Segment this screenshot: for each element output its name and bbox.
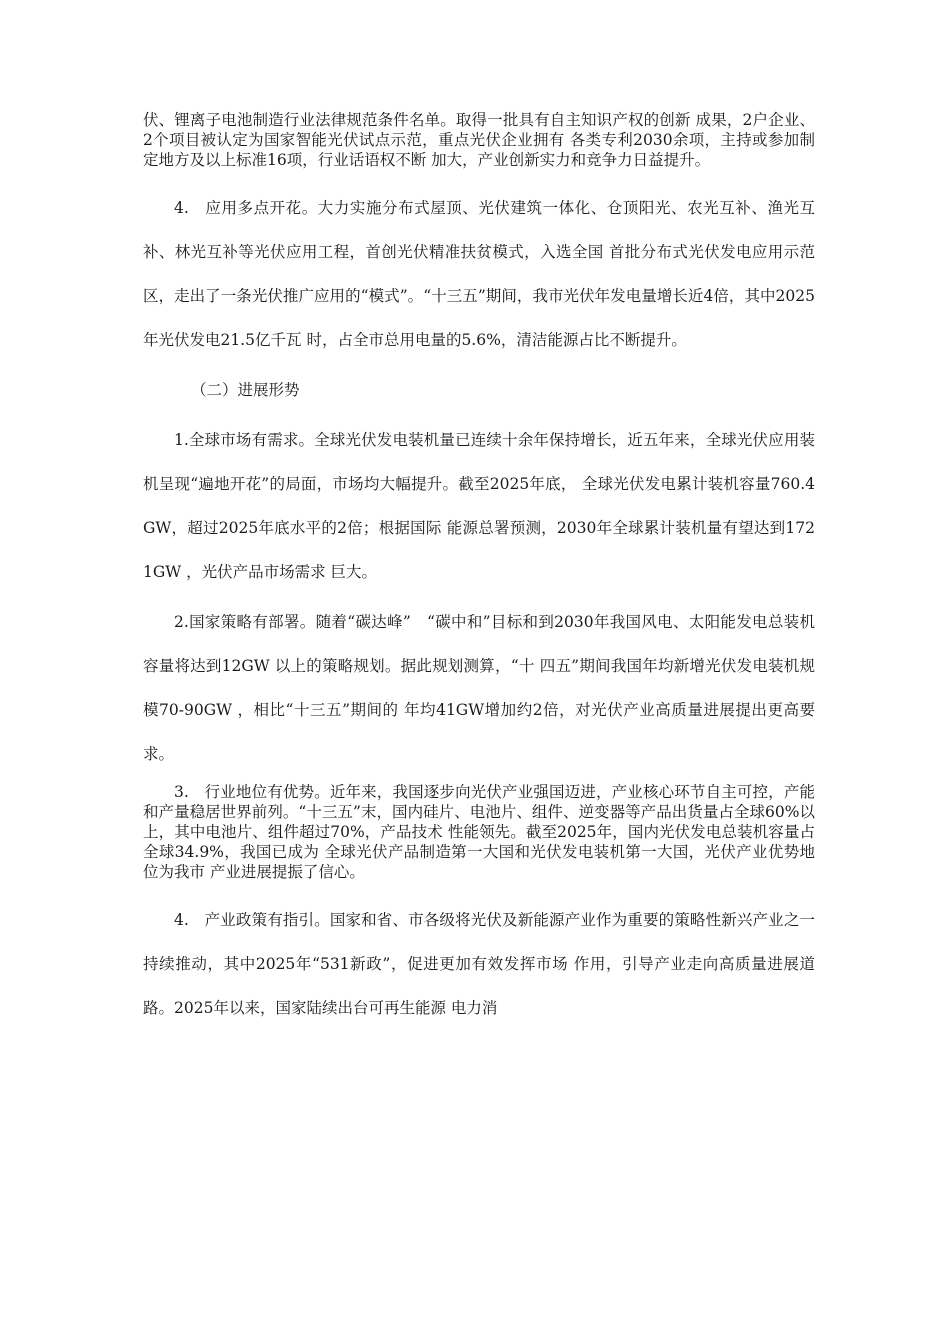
section-heading: （二）进展形势	[191, 381, 300, 399]
document-page	[143, 110, 815, 1030]
paragraph-application: 4. 应用多点开花。大力实施分布式屋顶、光伏建筑一体化、仓顶阳光、农光互补、渔光互补、林光互补等光伏应用工程，首创光伏精准扶贫模式，入选全国 首批分布式光伏发电应用示范区，走出了一条光伏推广应用的“模式”。“十三五”期间，我市光伏年发电量增长近4倍，其中2025年光伏发电21.5亿千瓦 时，占全市总用电量的5.6%，清洁能源占比不断提升。	[143, 199, 815, 349]
paragraph-policy-guidance: 4. 产业政策有指引。国家和省、市各级将光伏及新能源产业作为重要的策略性新兴产业之一持续推动，其中2025年“531新政”，促进更加有效发挥市场 作用，引导产业走向高质量进展道路。2025年以来，国家陆续出台可再生能源 电力消	[143, 911, 815, 1017]
paragraph-industry-position: 3. 行业地位有优势。近年来，我国逐步向光伏产业强国迈进，产业核心环节自主可控，产能和产量稳居世界前列。“十三五”末，国内硅片、电池片、组件、逆变器等产品出货量占全球60%以上，其中电池片、组件超过70%，产品技术 性能领先。截至2025年，国内光伏发电总装机容量占全球34.9%，我国已成为 全球光伏产品制造第一大国和光伏发电装机第一大国，光伏产业优势地位为我市 产业进展提振了信心。	[143, 783, 815, 881]
paragraph-national-policy: 2.国家策略有部署。随着“碳达峰” “碳中和”目标和到2030年我国风电、太阳能发电总装机容量将达到12GW 以上的策略规划。据此规划测算，“十 四五”期间我国年均新增光伏发电装机规模70-90GW ，相比“十三五”期间的 年均41GW增加约2倍，对光伏产业高质量进展提出更高要求。	[143, 613, 815, 763]
paragraph-global-market: 1.全球市场有需求。全球光伏发电装机量已连续十余年保持增长，近五年来，全球光伏应用装机呈现“遍地开花”的局面，市场均大幅提升。截至2025年底， 全球光伏发电累计装机容量760.4GW，超过2025年底水平的2倍；根据国际 能源总署预测，2030年全球累计装机量有望达到1721GW ，光伏产品市场需求 巨大。	[143, 431, 815, 581]
paragraph-intro: 伏、锂离子电池制造行业法律规范条件名单。取得一批具有自主知识产权的创新 成果，2户企业、2个项目被认定为国家智能光伏试点示范，重点光伏企业拥有 各类专利2030余项，主持或参加制定地方及以上标准16项，行业话语权不断 加大，产业创新实力和竞争力日益提升。	[143, 111, 815, 169]
